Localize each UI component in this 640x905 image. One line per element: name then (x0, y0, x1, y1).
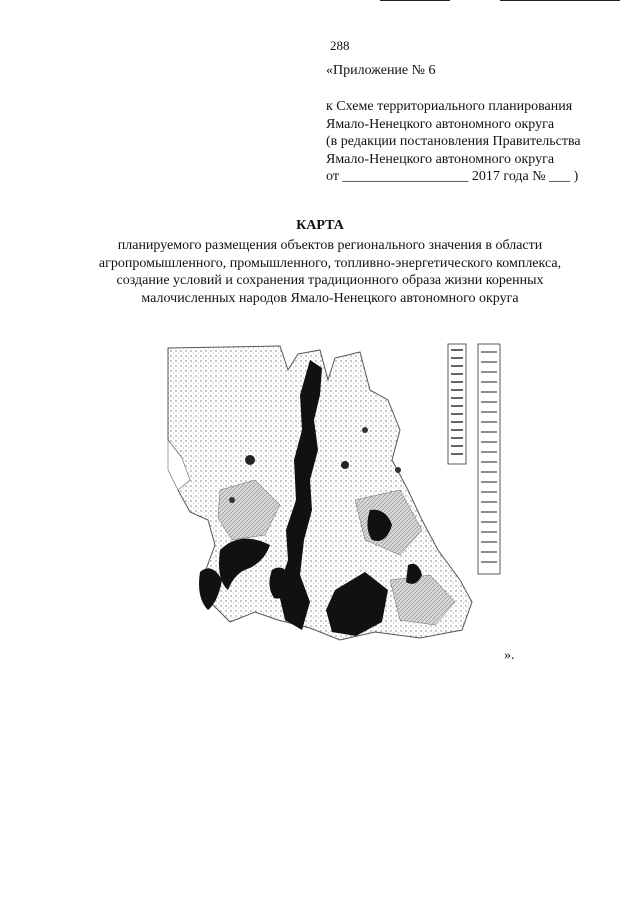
closing-quote: ». (504, 648, 515, 663)
appendix-line: Ямало-Ненецкого автономного округа (326, 151, 555, 167)
subtitle-line: малочисленных народов Ямало-Ненецкого автономного округа (141, 290, 519, 306)
subtitle-line: планируемого размещения объектов регионального значения в области (117, 238, 543, 253)
appendix-heading: «Приложение № 6 (326, 63, 436, 78)
document-subtitle (60, 237, 600, 307)
appendix-line: (в редакции постановления Правительства (326, 134, 581, 149)
appendix-line: к Схеме территориального планирования (326, 99, 573, 114)
subtitle-line: агропромышленного, промышленного, топливно-энергетического комплекса, (98, 255, 562, 271)
region-map (160, 340, 525, 645)
appendix-line: Ямало-Ненецкого автономного округа (326, 116, 555, 132)
subtitle-line: создание условий и сохранения традиционного образа жизни коренных (116, 273, 544, 288)
page-number: 288 (330, 38, 350, 53)
appendix-reference (326, 98, 626, 186)
map-legend (448, 344, 500, 574)
document-title: КАРТА (296, 218, 344, 233)
appendix-line: от __________________ 2017 года № ___ ) (326, 169, 579, 184)
header-rule-left (380, 0, 450, 1)
header-rule-right (500, 0, 620, 1)
region-map-image (160, 340, 525, 645)
